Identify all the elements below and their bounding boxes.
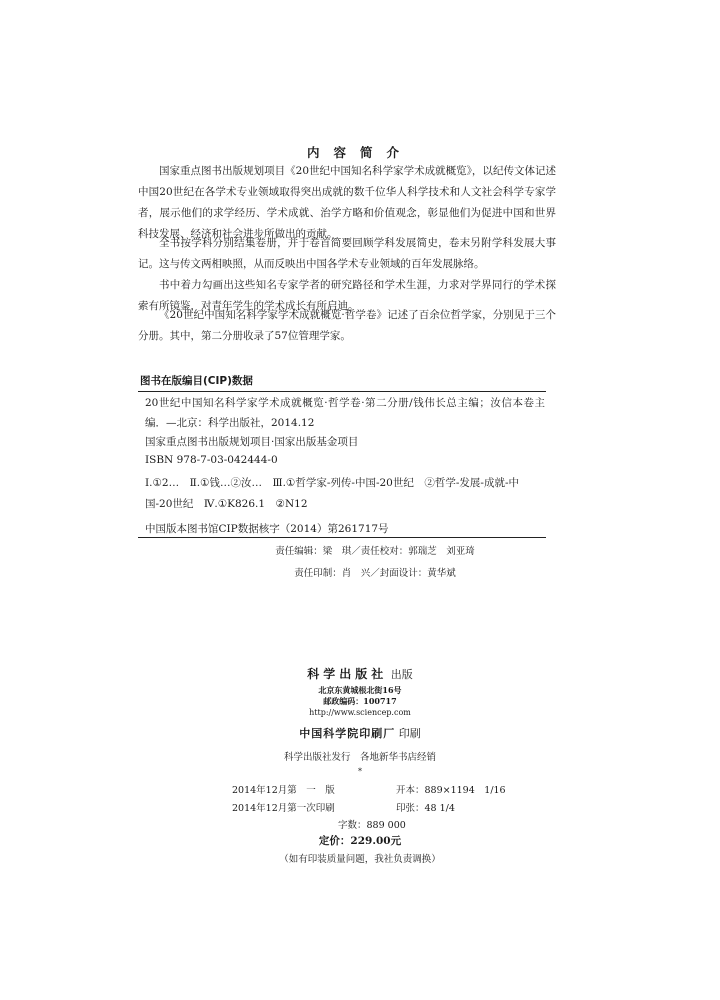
publisher-address: 北京东黄城根北街16号 xyxy=(318,685,402,695)
edition-info: 2014年12月第 一 版 xyxy=(232,785,335,796)
cip-top-rule xyxy=(138,391,546,392)
printer-line xyxy=(0,725,720,741)
abstract-paragraph-4: 《20世纪中国知名科学家学术成就概览·哲学卷》记述了百余位哲学家，分别见于三个分册。其中，第二分册收录了57位管理学家。 xyxy=(138,309,556,342)
publisher-website: http://www.sciencep.com xyxy=(309,708,411,717)
publisher-suffix: 出版 xyxy=(390,668,413,681)
printer-suffix: 印刷 xyxy=(398,727,421,740)
abstract-paragraph-2: 全书按学科分别结集卷册，并于卷首简要回顾学科发展简史，卷末另附学科发展大事记。这与传文两相映照，从而反映出中国各学术专业领域的百年发展脉络。 xyxy=(138,237,556,270)
publisher-logo-text: 科学出版社 xyxy=(307,667,388,681)
editor-credits: 责任编辑：梁 琪／责任校对：郭瑞芝 刘亚琦 xyxy=(275,546,475,557)
publisher-line xyxy=(0,665,720,682)
quality-guarantee: （如有印装质量问题，我社负责调换） xyxy=(279,854,441,865)
cip-series: 国家重点图书出版规划项目·国家出版基金项目 xyxy=(145,436,359,448)
cip-record-number: 中国版本图书馆CIP数据核字（2014）第261717号 xyxy=(145,523,389,535)
format-info: 开本：889×1194 1/16 xyxy=(396,785,506,796)
publisher-postcode: 邮政编码：100717 xyxy=(323,696,397,706)
production-credits: 责任印制：肖 兴／封面设计：黄华斌 xyxy=(294,568,456,579)
printer-logo-text: 中国科学院印刷厂 xyxy=(299,727,396,740)
abstract-title: 内容简介 xyxy=(306,145,413,160)
cip-isbn: ISBN 978-7-03-042444-0 xyxy=(145,454,278,466)
abstract-paragraph-1: 国家重点图书出版规划项目《20世纪中国知名科学家学术成就概览》，以纪传文体记述中国20世纪在各学术专业领域取得突出成就的数千位华人科学技术和人文社会科学专家学者，展示他们的求学经历、学术成就、治学方略和价值观念，彰显他们为促进中国和世界科技发展、经济和社会进步所做出的贡献。 xyxy=(138,165,556,240)
word-count: 字数：889 000 xyxy=(338,820,406,831)
price: 定价：229.00元 xyxy=(318,835,402,847)
separator-star: * xyxy=(358,767,362,776)
cip-title-line: 20世纪中国知名科学家学术成就概览·哲学卷·第二分册/钱伟长总主编；汝信本卷主编．—北京：科学出版社，2014.12 xyxy=(145,397,545,429)
abstract-paragraph-3: 书中着力勾画出这些知名专家学者的研究路径和学术生涯，力求对学界同行的学术探索有所镜鉴，对青年学生的学术成长有所启迪。 xyxy=(138,279,556,312)
sheets-info: 印张：48 1/4 xyxy=(396,803,455,814)
cip-classification: Ⅰ.①2… Ⅱ.①钱…②汝… Ⅲ.①哲学家-列传-中国-20世纪 ②哲学-发展-成就-中国-20世纪 Ⅳ.①K826.1 ②N12 xyxy=(145,477,519,510)
distribution-line: 科学出版社发行 各地新华书店经销 xyxy=(283,752,436,763)
cip-bottom-rule xyxy=(138,537,546,538)
cip-heading: 图书在版编目(CIP)数据 xyxy=(140,375,253,387)
printing-info: 2014年12月第一次印刷 xyxy=(232,803,335,814)
